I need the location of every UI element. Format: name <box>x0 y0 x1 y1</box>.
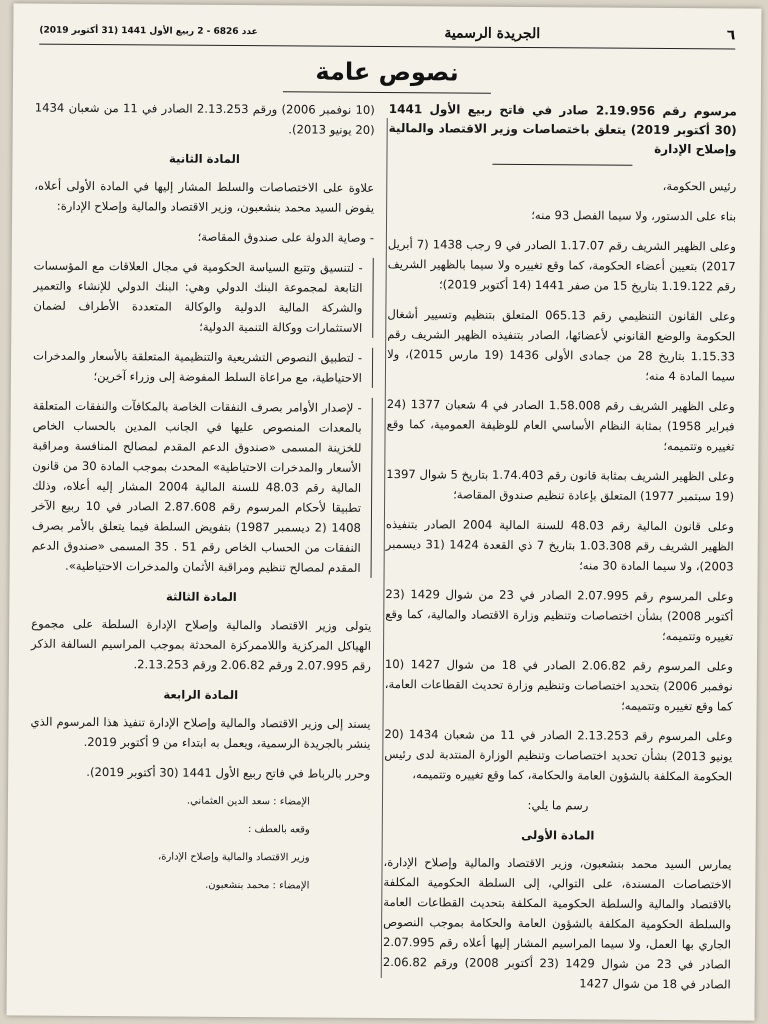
signature-prime-minister: الإمضاء : سعد الدين العثماني. <box>186 795 311 808</box>
article-2-heading: المادة الثانية <box>168 151 240 166</box>
preamble-paragraph: وعلى المرسوم رقم 2.13.253 الصادر في 11 من شعبان 1434 (20 يونيو 2013) بشأن تحديد اختصاصات وتنظيم الوزارة المنتدبة لدى رئيس الحكومة المكلفة بالشؤون العامة والحكامة، كما وقع تغييره وتتميمه، <box>384 727 733 784</box>
article-2-item: - لتنسيق وتتبع السياسة الحكومية في مجال العلاقات مع المؤسسات التابعة لمجموعة البنك الدولي وهي: البنك الدولي للإنشاء والتعمير والشركة المالية الدولية والوكالة المتعددة الأطراف لضمان الاستثمارات ووكالة التنمية الدولية؛ <box>33 256 374 338</box>
preamble-paragraph: بناء على الدستور، ولا سيما الفصل 93 منه؛ <box>531 208 737 224</box>
preamble-paragraph: وعلى المرسوم رقم 2.06.82 الصادر في 18 من شوال 1427 (10 نوفمبر 2006) بتحديد اختصاصات وتنظيم وزارة تحديث القطاعات العامة، كما وقع تغييره وتتميمه؛ <box>384 657 733 714</box>
gazette-title: الجريدة الرسمية <box>444 25 541 43</box>
article-4-text: يسند إلى وزير الاقتصاد والمالية وإصلاح الإدارة تنفيذ هذا المرسوم الذي ينشر بالجريدة الرسمية، ويعمل به ابتداء من 9 أكتوبر 2019. <box>30 714 371 751</box>
page-number: ٦ <box>726 27 736 44</box>
article-4-heading: المادة الرابعة <box>163 687 239 702</box>
done-at-line: وحرر بالرباط في فاتح ربيع الأول 1441 (30 أكتوبر 2019). <box>86 764 371 781</box>
section-title: نصوص عامة <box>315 57 459 87</box>
article-2-intro: علاوة على الاختصاصات والسلط المشار إليها في المادة الأولى أعلاه، يفوض السيد محمد بنشعبون، وزير الاقتصاد والمالية وإصلاح الإدارة: <box>34 178 375 215</box>
continuation-text: (10 نوفمبر 2006) ورقم 2.13.253 الصادر في 11 من شعبان 1434 (20 يونيو 2013). <box>34 100 375 137</box>
preamble-paragraph: وعلى الظهير الشريف بمثابة قانون رقم 1.74.403 بتاريخ 5 شوال 1397 (19 سبتمبر 1977) المتعلق بإعادة تنظيم صندوق المقاصة؛ <box>386 467 735 504</box>
preamble-paragraph: وعلى القانون التنظيمي رقم 065.13 المتعلق بتنظيم وتسيير أشغال الحكومة والوضع القانوني لأعضائها، الصادر بتنفيذه الظهير الشريف رقم 1.15.33 بتاريخ 28 من جمادى الأولى 1436 (19 مارس 2015)، ولا سيما المادة 4 منه؛ <box>387 307 736 384</box>
signature-minister: الإمضاء : محمد بنشعبون. <box>205 879 310 892</box>
preamble-paragraph: وعلى قانون المالية رقم 48.03 للسنة المالية 2004 الصادر بتنفيذه الظهير الشريف رقم 1.03.308 بتاريخ 7 ذي القعدة 1424 (31 ديسمبر 2003)، ولا سيما المادة 30 منه؛ <box>385 517 734 574</box>
article-2-item: - وصاية الدولة على صندوق المقاصة؛ <box>197 229 374 245</box>
article-3-text: يتولى وزير الاقتصاد والمالية وإصلاح الإدارة السلطة على مجموع الهياكل المركزية واللاممركزة المحدثة بموجب المراسيم السالفة الذكر رقم 2.07.995 ورقم 2.06.82 ورقم 2.13.253. <box>31 616 372 673</box>
preamble-paragraph: وعلى الظهير الشريف رقم 1.17.07 الصادر في 9 رجب 1438 (7 أبريل 2017) بتعيين أعضاء الحكومة، كما وقع تغييره ولا سيما بالظهير الشريف رقم 1.19.122 بتاريخ 15 من صفر 1441 (14 أكتوبر 2019)؛ <box>387 237 736 294</box>
article-2-item: - لتطبيق النصوص التشريعية والتنظيمية المتعلقة بالأسعار والمدخرات الاحتياطية، مع مراعاة السلط المفوضة إلى وزراء آخرين؛ <box>33 346 373 388</box>
right-column <box>383 100 737 1004</box>
preamble-paragraph: وعلى المرسوم رقم 2.07.995 الصادر في 23 من شوال 1429 (23 أكتوبر 2008) بشأن اختصاصات وتنظيم وزارة الاقتصاد والمالية، كما وقع تغييره وتتميمه؛ <box>385 587 734 644</box>
article-1-text: يمارس السيد محمد بنشعبون، وزير الاقتصاد والمالية وإصلاح الإدارة، الاختصاصات المسندة، على التوالي، إلى السلطة الحكومية المكلفة بالاقتصاد والمالية والسلطة الحكومية المكلفة بتحديث القطاعات العامة والسلطة الحكومية المكلفة بالشؤون العامة والحكامة بموجب النصوص الجاري بها العمل، ولا سيما المراسيم المشار إليها أعلاه رقم 2.07.995 الصادر في 23 من شوال 1429 (23 أكتوبر 2008) ورقم 2.06.82 الصادر في 18 من شوال 1427 <box>382 855 732 992</box>
countersign-label: وقعه بالعطف : <box>247 824 310 836</box>
gazette-page <box>6 3 761 1020</box>
preamble-paragraph: رئيس الحكومة، <box>662 178 737 194</box>
left-column <box>29 98 375 906</box>
decrees-line: رسم ما يلي: <box>527 798 589 813</box>
article-3-heading: المادة الثالثة <box>165 589 237 604</box>
minister-title: وزير الاقتصاد والمالية وإصلاح الإدارة، <box>157 851 310 864</box>
preamble-paragraph: وعلى الظهير الشريف رقم 1.58.008 الصادر في 4 شعبان 1377 (24 فبراير 1958) بمثابة النظام الأساسي العام للوظيفة العمومية، كما وقع تغييره وتتميمه؛ <box>386 397 735 454</box>
decree-title: مرسوم رقم 2.19.956 صادر في فاتح ربيع الأول 1441 (30 أكتوبر 2019) يتعلق باختصاصات وزير الاقتصاد والمالية وإصلاح الإدارة <box>388 102 737 157</box>
article-2-item: - لإصدار الأوامر بصرف النفقات الخاصة بالمكافآت والنفقات المتعلقة بالمعدات المنصوص عليها في الجانب المدين بالحساب الخاص للخزينة المسمى «صندوق الدعم المقدم لمصالح المنافسة ومراقبة الأسعار والمدخرات الاحتياطية» المحدث بموجب المادة 30 من قانون المالية رقم 48.03 للسنة المالية 2004 المشار إليه أعلاه، وذلك تطبيقا لأحكام المرسوم رقم 2.87.608 الصادر في 10 ربيع الآخر 1408 (2 ديسمبر 1987) بتفويض السلطة فيما يتعلق بالأمر بصرف النفقات من الحساب الخاص رقم 51 . 35 المسمى «صندوق الدعم المقدم لمصالح تنظيم ومراقبة الأثمان والمدخرات الاحتياطية». <box>32 396 373 578</box>
decree-title-rule <box>492 164 632 166</box>
page-header <box>39 18 735 50</box>
issue-info: عدد 6826 - 2 ربيع الأول 1441 (31 أكتوبر 2019) <box>39 25 258 38</box>
section-title-underline <box>283 91 491 93</box>
article-1-heading: المادة الأولى <box>521 827 595 843</box>
